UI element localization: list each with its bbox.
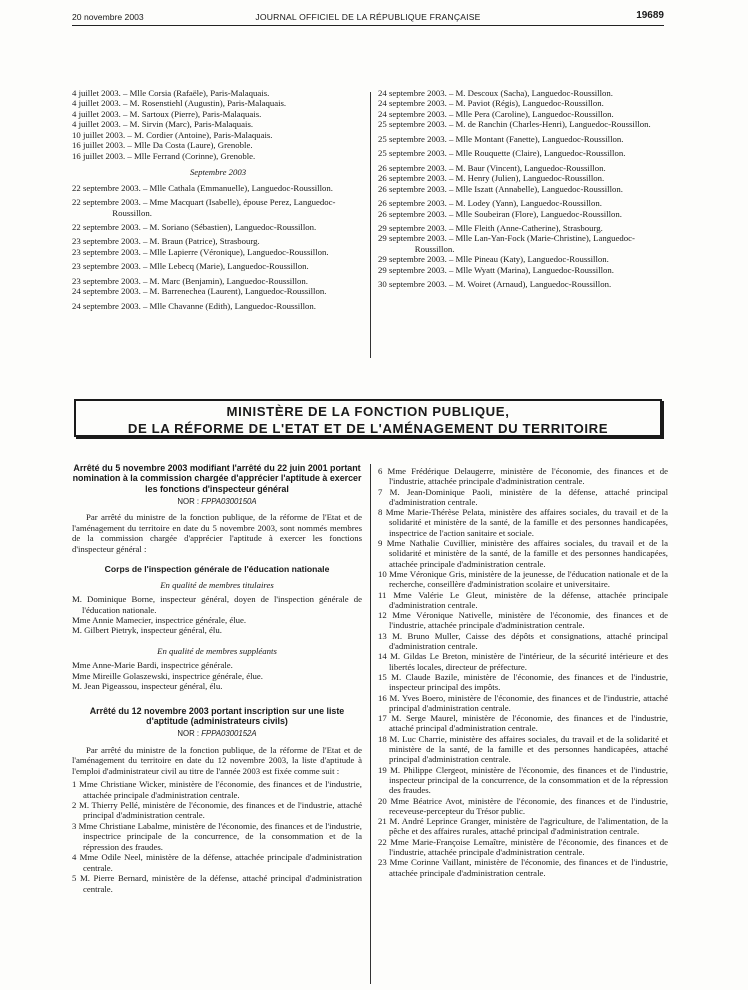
suppleants-heading: En qualité de membres suppléants [157, 645, 277, 656]
member-item: M. Jean Pigeassou, inspecteur général, élu. [72, 681, 223, 692]
list-item: 4 juillet 2003. – Mlle Corsia (Rafaële), Paris-Malaquais. [72, 88, 270, 98]
aptitude-list-item: 19 M. Philippe Clergeot, ministère de l'économie, des finances et de l'industrie, inspecteur principal de la concurrence, de la consommation et de la répression des fraudes. [378, 764, 668, 796]
header-date: 20 novembre 2003 [72, 12, 144, 22]
page-header [72, 10, 664, 26]
ministry-banner [74, 399, 662, 437]
aptitude-list-item: 17 M. Serge Maurel, ministère de l'économie, des finances et de l'industrie, attaché principal d'administration centrale. [378, 713, 668, 734]
aptitude-list-item: 9 Mme Nathalie Cuvillier, ministère des affaires sociales, du travail et de la solidarité et ministère de la santé, de la famille et des personnes handicapées, attachée principale d'administration centrale. [378, 538, 668, 569]
list-item: 26 septembre 2003. – M. Henry (Julien), Languedoc-Roussillon. [378, 173, 605, 184]
aptitude-list-item: 6 Mme Frédérique Delaugerre, ministère de l'économie, des finances et de l'industrie, attachée principale d'administration centrale. [378, 466, 668, 487]
list-item: 4 juillet 2003. – M. Rosenstiehl (Augustin), Paris-Malaquais. [72, 98, 287, 109]
list-item: 23 septembre 2003. – Mlle Lapierre (Véronique), Languedoc-Roussillon. [72, 246, 329, 257]
list-item: 24 septembre 2003. – M. Barrenechea (Laurent), Languedoc-Roussillon. [72, 286, 327, 297]
member-item: Mme Mireille Golaszewski, inspectrice générale, élue. [72, 670, 263, 681]
nor-code: FPPA0300150A [201, 496, 257, 506]
top-left-column [72, 88, 364, 311]
member-item: Mme Annie Mamecier, inspectrice générale, élue. [72, 614, 247, 625]
list-item: 25 septembre 2003. – M. de Ranchin (Charles-Henri), Languedoc-Roussillon. [378, 119, 651, 130]
list-item: 26 septembre 2003. – M. Lodey (Yann), Languedoc-Roussillon. [378, 198, 602, 209]
aptitude-list-item: 20 Mme Béatrice Avot, ministère de l'économie, des finances et de l'industrie, receveuse-percepteur du Trésor public. [378, 795, 668, 816]
july-list [72, 88, 364, 161]
nor-label: NOR : [177, 496, 202, 506]
arrete-1-title: Arrêté du 5 novembre 2003 modifiant l'arrêté du 22 juin 2001 portant nomination à la commission chargée d'apprécier l'aptitude à exercer les fonctions d'inspecteur général [72, 463, 362, 494]
aptitude-list-item: 4 Mme Odile Neel, ministère de la défense, attachée principale d'administration centrale. [72, 852, 362, 873]
list-item: 22 septembre 2003. – Mlle Cathala (Emmanuelle), Languedoc-Roussillon. [72, 182, 333, 193]
aptitude-list-item: 12 Mme Véronique Nativelle, ministère de l'économie, des finances et de l'industrie, attachée principale d'administration centrale. [378, 610, 668, 631]
list-item: 26 septembre 2003. – Mlle Soubeiran (Flore), Languedoc-Roussillon. [378, 208, 622, 219]
top-right-column [378, 88, 668, 290]
list-item: 16 juillet 2003. – Mlle Da Costa (Laure), Grenoble. [72, 140, 253, 151]
aptitude-list-item: 8 Mme Marie-Thérèse Pelata, ministère des affaires sociales, du travail et de la solidarité et ministère de la santé, de la famille et des personnes handicapées, inspectrice de l'action sanitaire et sociale. [378, 507, 668, 538]
arrete-2-nor [72, 729, 362, 739]
list-item: 29 septembre 2003. – Mlle Lan-Yan-Fock (Marie-Christine), Languedoc-Roussillon. [378, 233, 635, 254]
bottom-left-column [72, 463, 362, 894]
member-item: Mme Anne-Marie Bardi, inspectrice générale. [72, 660, 233, 671]
header-page-number: 19689 [636, 10, 664, 21]
aptitude-list-item: 23 Mme Corinne Vaillant, ministère de l'économie, des finances et de l'industrie, attachée principale d'administration centrale. [378, 857, 668, 878]
list-item: 25 septembre 2003. – Mlle Rouquette (Claire), Languedoc-Roussillon. [378, 148, 626, 159]
list-item: 23 septembre 2003. – Mlle Lebecq (Marie), Languedoc-Roussillon. [72, 261, 309, 272]
list-item: 4 juillet 2003. – M. Sartoux (Pierre), Paris-Malaquais. [72, 108, 262, 119]
column-divider [370, 92, 371, 358]
aptitude-list-item: 22 Mme Marie-Françoise Lemaître, ministère de l'économie, des finances et de l'industrie, attachée principale d'administration centrale. [378, 836, 668, 857]
arrete-2-title: Arrêté du 12 novembre 2003 portant inscription sur une liste d'aptitude (administrateurs civils) [89, 705, 345, 726]
september-list [72, 183, 364, 312]
column-divider [370, 464, 371, 984]
month-heading: Septembre 2003 [189, 167, 247, 178]
header-rule [72, 25, 664, 26]
list-item: 24 septembre 2003. – Mlle Chavanne (Edith), Languedoc-Roussillon. [72, 300, 316, 311]
arrete-1-nor [72, 497, 362, 507]
list-item: 23 septembre 2003. – M. Braun (Patrice), Strasbourg. [72, 236, 260, 247]
aptitude-list-item: 2 M. Thierry Pellé, ministère de l'économie, des finances et de l'industrie, attaché principal d'administration centrale. [72, 800, 362, 821]
bottom-right-column [378, 466, 668, 878]
list-item: 23 septembre 2003. – M. Marc (Benjamin), Languedoc-Roussillon. [72, 275, 308, 286]
list-item: 30 septembre 2003. – M. Woiret (Arnaud), Languedoc-Roussillon. [378, 279, 612, 290]
list-item: 4 juillet 2003. – M. Sirvin (Marc), Paris-Malaquais. [72, 119, 254, 130]
list-item: 26 septembre 2003. – M. Baur (Vincent), Languedoc-Roussillon. [378, 162, 606, 173]
list-item: 22 septembre 2003. – M. Soriano (Sébastien), Languedoc-Roussillon. [72, 221, 317, 232]
aptitude-list-item: 7 M. Jean-Dominique Paoli, ministère de la défense, attaché principal d'administration centrale. [378, 486, 668, 507]
member-item: M. Dominique Borne, inspecteur général, doyen de l'inspection générale de l'éducation nationale. [72, 594, 362, 615]
list-item: 24 septembre 2003. – M. Paviot (Régis), Languedoc-Roussillon. [378, 98, 604, 109]
aptitude-list-item: 18 M. Luc Charrie, ministère des affaires sociales, du travail et de la solidarité et ministère de la santé, de la famille et des personnes handicapées, attaché principal d'administration centrale. [378, 733, 668, 765]
member-item: M. Gilbert Pietryk, inspecteur général, élu. [72, 625, 222, 636]
list-item: 25 septembre 2003. – Mlle Montant (Fanette), Languedoc-Roussillon. [378, 133, 624, 144]
corps-heading: Corps de l'inspection générale de l'éducation nationale [104, 564, 330, 575]
list-item: 29 septembre 2003. – Mlle Pineau (Katy), Languedoc-Roussillon. [378, 254, 609, 265]
aptitude-list-item: 14 M. Gildas Le Breton, ministère de l'intérieur, de la sécurité intérieure et des libertés locales, directeur de préfecture. [378, 651, 668, 672]
list-item: 24 septembre 2003. – M. Descoux (Sacha), Languedoc-Roussillon. [378, 88, 613, 98]
arrete-2-body: Par arrêté du ministre de la fonction publique, de la réforme de l'Etat et de l'aménagement du territoire en date du 12 novembre 2003, la liste d'aptitude à l'emploi d'administrateur civil au titre de l'année 2003 est fixée comme suit : [72, 744, 362, 776]
list-item: 24 septembre 2003. – Mlle Pera (Caroline), Languedoc-Roussillon. [378, 108, 614, 119]
aptitude-list-item: 10 Mme Véronique Gris, ministère de la jeunesse, de l'éducation nationale et de la recherche, conseillère d'administration scolaire et universitaire. [378, 568, 668, 590]
aptitude-list-item: 15 M. Claude Bazile, ministère de l'économie, des finances et de l'industrie, inspecteur principal des impôts. [378, 671, 668, 693]
aptitude-list-item: 21 M. André Leprince Granger, ministère de l'agriculture, de l'alimentation, de la pêche et des affaires rurales, attaché principal d'administration centrale. [378, 816, 668, 837]
ministry-title-line2: DE LA RÉFORME DE L'ETAT ET DE L'AMÉNAGEMENT DU TERRITOIRE [127, 421, 609, 436]
list-item: 22 septembre 2003. – Mme Macquart (Isabelle), épouse Perez, Languedoc-Roussillon. [72, 197, 336, 218]
ministry-title-line1: MINISTÈRE DE LA FONCTION PUBLIQUE, [226, 404, 510, 419]
list-item: 10 juillet 2003. – M. Cordier (Antoine), Paris-Malaquais. [72, 129, 273, 140]
titulaires-heading: En qualité de membres titulaires [160, 579, 274, 590]
aptitude-list-item: 3 Mme Christiane Labalme, ministère de l'économie, des finances et de l'industrie, inspectrice principale de la concurrence, de la consommation et de la répression des fraudes. [72, 820, 362, 852]
list-item: 16 juillet 2003. – Mlle Ferrand (Corinne), Grenoble. [72, 150, 256, 161]
aptitude-list-item: 5 M. Pierre Bernard, ministère de la défense, attaché principal d'administration centrale. [72, 873, 362, 894]
aptitude-list-item: 11 Mme Valérie Le Gleut, ministère de la défense, attachée principale d'administration centrale. [378, 589, 668, 610]
list-item: 29 septembre 2003. – Mlle Wyatt (Marina), Languedoc-Roussillon. [378, 264, 614, 275]
nor-label: NOR : [177, 729, 202, 739]
aptitude-list-item: 16 M. Yves Boero, ministère de l'économie, des finances et de l'industrie, attaché principal d'administration centrale. [378, 692, 668, 713]
aptitude-list-item: 13 M. Bruno Muller, Caisse des dépôts et consignations, attaché principal d'administration centrale. [378, 630, 668, 652]
nor-code: FPPA0300152A [201, 729, 257, 739]
header-journal-title: JOURNAL OFFICIEL DE LA RÉPUBLIQUE FRANÇAISE [255, 12, 481, 22]
list-item: 26 septembre 2003. – Mlle Iszatt (Annabelle), Languedoc-Roussillon. [378, 183, 623, 194]
arrete-1-body: Par arrêté du ministre de la fonction publique, de la réforme de l'Etat et de l'aménagement du territoire en date du 5 novembre 2003, sont nommés membres de la commission chargée d'apprécier l'aptitude à exercer les fonctions d'inspecteur général : [72, 512, 362, 554]
aptitude-list-item: 1 Mme Christiane Wicker, ministère de l'économie, des finances et de l'industrie, attachée principale d'administration centrale. [72, 779, 362, 800]
list-item: 29 septembre 2003. – Mlle Fleith (Anne-Catherine), Strasbourg. [378, 222, 603, 233]
